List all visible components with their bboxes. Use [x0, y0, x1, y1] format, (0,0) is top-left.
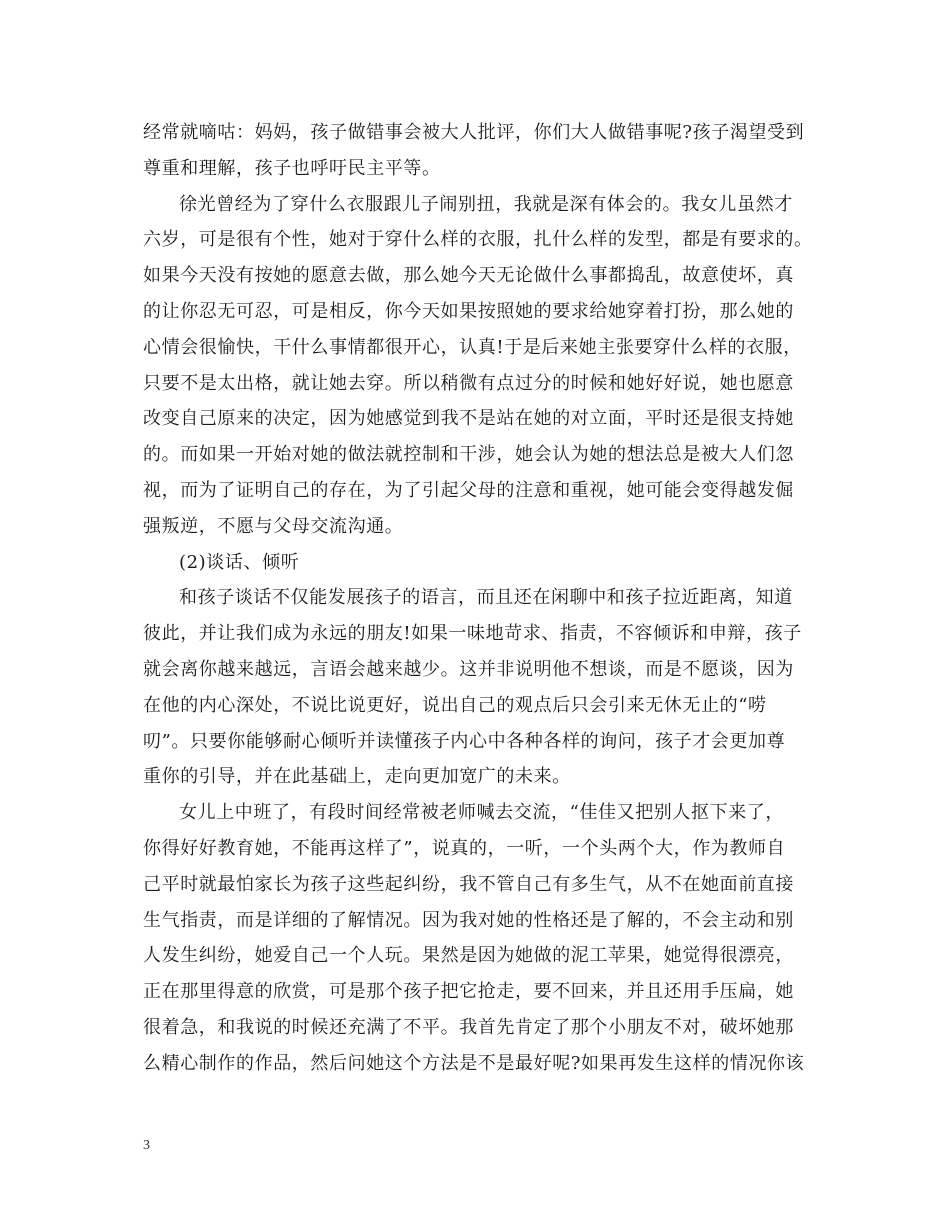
text-line: 彼此，并让我们成为永远的朋友!如果一味地苛求、指责，不容倾诉和申辩，孩子: [143, 623, 802, 645]
page-number: 3: [143, 1138, 150, 1153]
text-line: 人发生纠纷，她爱自己一个人玩。果然是因为她做的泥工苹果，她觉得很漂亮，: [143, 945, 794, 967]
text-line: 很着急，和我说的时候还充满了不平。我首先肯定了那个小朋友不对，破坏她那: [143, 1016, 794, 1038]
text-line: 己平时就最怕家长为孩子这些起纠纷，我不管自己有多生气，从不在她面前直接: [143, 873, 794, 895]
text-line: 只要不是太出格，就让她去穿。所以稍微有点过分的时候和她好好说，她也愿意: [143, 372, 794, 394]
text-line: 心情会很愉快，干什么事情都很开心，认真!于是后来她主张要穿什么样的衣服，: [143, 336, 802, 358]
text-line: 六岁，可是很有个性，她对于穿什么样的衣服，扎什么样的发型，都是有要求的。: [143, 229, 813, 251]
text-line: 女儿上中班了，有段时间经常被老师喊去交流，“佳佳又把别人抠下来了，: [179, 802, 784, 824]
text-line: 徐光曾经为了穿什么衣服跟儿子闹别扭，我就是深有体会的。我女儿虽然才: [179, 193, 793, 215]
text-line: 和孩子谈话不仅能发展孩子的语言，而且还在闲聊中和孩子拉近距离，知道: [179, 587, 793, 609]
text-line: 视，而为了证明自己的存在，为了引起父母的注意和重视，她可能会变得越发倔: [143, 479, 794, 501]
text-line: 强叛逆，不愿与父母交流沟通。: [143, 515, 404, 537]
text-line: 如果今天没有按她的愿意去做，那么她今天无论做什么事都捣乱，故意使坏，真: [143, 265, 794, 287]
text-line: 生气指责，而是详细的了解情况。因为我对她的性格还是了解的，不会主动和别: [143, 909, 794, 931]
text-line: 就会离你越来越远，言语会越来越少。这并非说明他不想谈，而是不愿谈，因为: [143, 658, 794, 680]
text-line: 么精心制作的作品，然后问她这个方法是不是最好呢?如果再发生这样的情况你该: [143, 1052, 805, 1074]
text-line: 改变自己原来的决定，因为她感觉到我不是站在她的对立面，平时还是很支持她: [143, 408, 794, 430]
text-line: 正在那里得意的欣赏，可是那个孩子把它抢走，要不回来，并且还用手压扁，她: [143, 981, 794, 1003]
text-line: 尊重和理解，孩子也呼吁民主平等。: [143, 157, 441, 179]
text-line: 你得好好教育她，不能再这样了”，说真的，一听，一个头两个大，作为教师自: [143, 837, 786, 859]
text-line: 重你的引导，并在此基础上，走向更加宽广的未来。: [143, 766, 571, 788]
document-body: [143, 115, 813, 1082]
text-line: 叨”。只要你能够耐心倾听并读懂孩子内心中各种各样的询问，孩子才会更加尊: [143, 730, 786, 752]
text-line: 经常就嘀咕：妈妈，孩子做错事会被大人批评，你们大人做错事呢?孩子渴望受到: [143, 122, 805, 143]
text-line: (2)谈话、倾听: [179, 551, 300, 573]
text-line: 在他的内心深处，不说比说更好，说出自己的观点后只会引来无休无止的“唠: [143, 694, 767, 716]
text-line: 的。而如果一开始对她的做法就控制和干涉，她会认为她的想法总是被大人们忽: [143, 444, 794, 466]
text-line: 的让你忍无可忍，可是相反，你今天如果按照她的要求给她穿着打扮，那么她的: [143, 300, 794, 322]
